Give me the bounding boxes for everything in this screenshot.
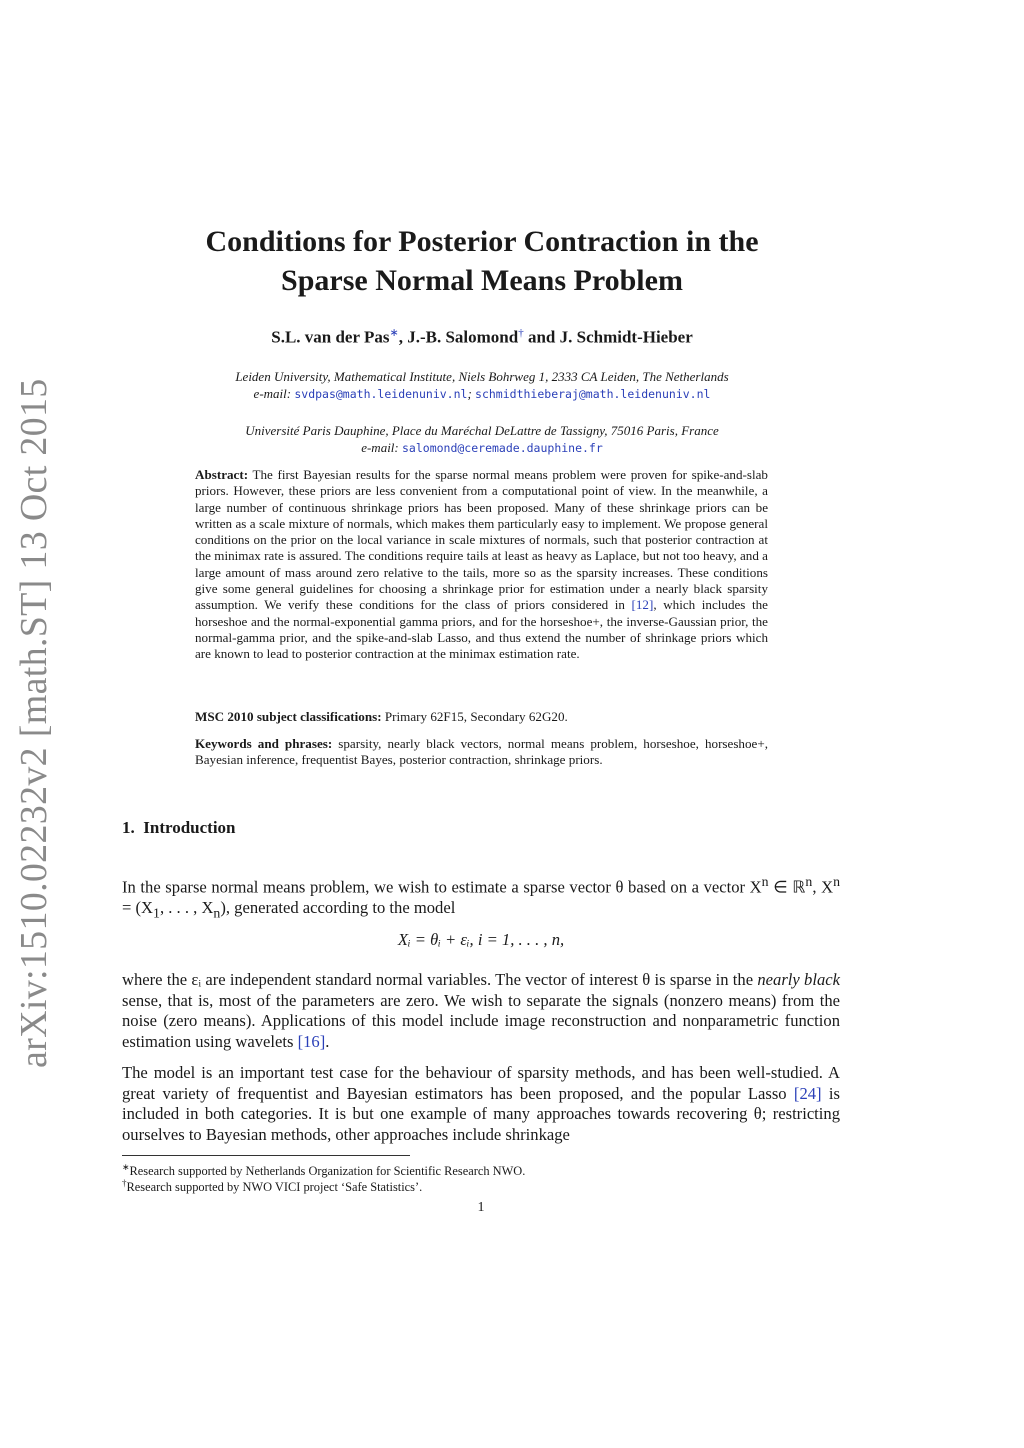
footnote-1-mark: ∗ [122,1162,130,1172]
footnote-2-text: Research supported by NWO VICI project ‘Safe Statistics’. [126,1180,423,1195]
author-1: S.L. van der Pas [271,327,390,347]
arxiv-identifier-stamp: arXiv:1510.02232v2 [math.ST] 13 Oct 2015 [13,378,55,1068]
email-link-vanderpas[interactable]: svdpas@math.leidenuniv.nl [294,387,468,401]
intro-paragraph-2 [122,970,840,1052]
text-run: sense, that is, most of the parameters are zero. We wish to separate the signals (nonzero means) from the noise (zero means). Applications of this model include image reconstruction and nonparametric function estimation using wavelets [122,990,840,1051]
model-equation: Xᵢ = θᵢ + εᵢ, i = 1, . . . , n, [397,930,565,949]
email-link-schmidthieber[interactable]: schmidthieberaj@math.leidenuniv.nl [475,387,711,401]
intro-paragraph-1 [122,872,840,924]
author-list [122,326,842,348]
text-run: = (X [122,898,154,918]
text-run: The model is an important test case for the behaviour of sparsity methods, and has been well-studied. A great variety of frequentist and Bayesian estimators has been proposed, and the popular Lasso [122,1063,840,1103]
citation-16[interactable]: [16] [297,1031,326,1051]
footnote-2-mark: † [122,1178,127,1188]
text-run: n [761,874,769,889]
email-separator: ; [467,386,472,401]
footnote-mark-author-2[interactable]: † [518,327,524,339]
msc-classification [195,709,768,725]
abstract-text-b: , which includes the horseshoe and the normal-exponential gamma priors, and for the horseshoe+, the inverse-Gaussian prior, the normal-gamma prior, and the spike-and-slab Lasso, and thus extend the number of shrinkage priors which are known to lead to posterior contraction at the minimax estimation rate. [195,597,768,662]
footnote-mark-author-1[interactable]: ∗ [389,327,399,339]
keywords-label: Keywords and phrases: [195,736,333,751]
citation-24[interactable]: [24] [793,1083,822,1103]
text-run: . [325,1031,330,1051]
intro-paragraph-3 [122,1063,840,1145]
text-run: n [833,874,840,889]
footnote-2 [122,1175,422,1195]
msc-text: Primary 62F15, Secondary 62G20. [384,709,568,724]
affiliation-dauphine-line: Université Paris Dauphine, Place du Maréchal DeLattre de Tassigny, 75016 Paris, France [245,423,719,438]
title-line-2: Sparse Normal Means Problem [281,264,683,297]
citation-12[interactable]: [12] [631,597,654,613]
affiliation-leiden [122,368,842,403]
author-3: and J. Schmidt-Hieber [523,327,693,347]
text-run: In the sparse normal means problem, we wish to estimate a sparse vector θ based on a vector X [122,877,762,897]
text-run: is included in both categories. It is but one example of many approaches towards recovering θ; restricting ourselves to Bayesian methods, other approaches include shrinkage [122,1083,840,1144]
footnote-1-text: Research supported by Netherlands Organization for Scientific Research NWO. [129,1164,526,1179]
email-label: e-mail: [253,386,292,401]
author-2: , J.-B. Salomond [398,327,519,347]
text-run: , X [812,877,834,897]
text-run: n [213,905,221,921]
affiliation-leiden-line: Leiden University, Mathematical Institute, Niels Bohrweg 1, 2333 CA Leiden, The Netherlands [235,369,729,384]
page-number: 1 [477,1200,485,1215]
paper-title [122,222,842,300]
abstract-label: Abstract: [195,467,249,482]
keywords [195,736,768,769]
abstract [195,467,768,663]
affiliation-dauphine-emails [122,439,842,457]
text-run: , . . . , X [159,898,214,918]
email-link-salomond[interactable]: salomond@ceremade.dauphine.fr [402,441,603,455]
keywords-text: sparsity, nearly black vectors, normal means problem, horseshoe, horseshoe+, Bayesian inference, frequentist Bayes, posterior contraction, shrinkage priors. [195,736,768,768]
affiliation-leiden-emails [122,385,842,403]
text-run: 1 [153,905,160,921]
text-run: ∈ ℝ [768,877,806,897]
title-line-1: Conditions for Posterior Contraction in the [205,225,759,258]
msc-label: MSC 2010 subject classifications: [195,709,382,724]
text-run: where the εᵢ are independent standard normal variables. The vector of interest θ is sparse in the [122,970,758,989]
affiliation-dauphine [122,422,842,457]
section-number: 1. [122,818,135,837]
footnote-divider [122,1155,410,1156]
abstract-text-a: The first Bayesian results for the sparse normal means problem were proven for spike-and-slab priors. However, these priors are less convenient from a computational point of view. In the meanwhile, a large number of continuous shrinkage priors has been proposed. Many of these shrinkage priors can be written as a scale mixture of normals, which makes them particularly easy to implement. We propose general conditions on the prior on the local variance in scale mixtures of normals, such that posterior contraction at the minimax rate is assured. The conditions require tails at least as heavy as Laplace, but not too heavy, and a large amount of mass around zero relative to the tails, more so as the sparsity increases. These conditions give some general guidelines for choosing a shrinkage prior for estimation under a nearly black sparsity assumption. We verify these conditions for the class of priors considered in [195,467,768,613]
section-heading-introduction [122,818,236,838]
section-title: Introduction [143,818,236,837]
emphasis-nearly-black: nearly black [757,970,840,989]
text-run: n [805,874,813,889]
email-label: e-mail: [361,440,399,455]
text-run: ), generated according to the model [220,898,456,918]
